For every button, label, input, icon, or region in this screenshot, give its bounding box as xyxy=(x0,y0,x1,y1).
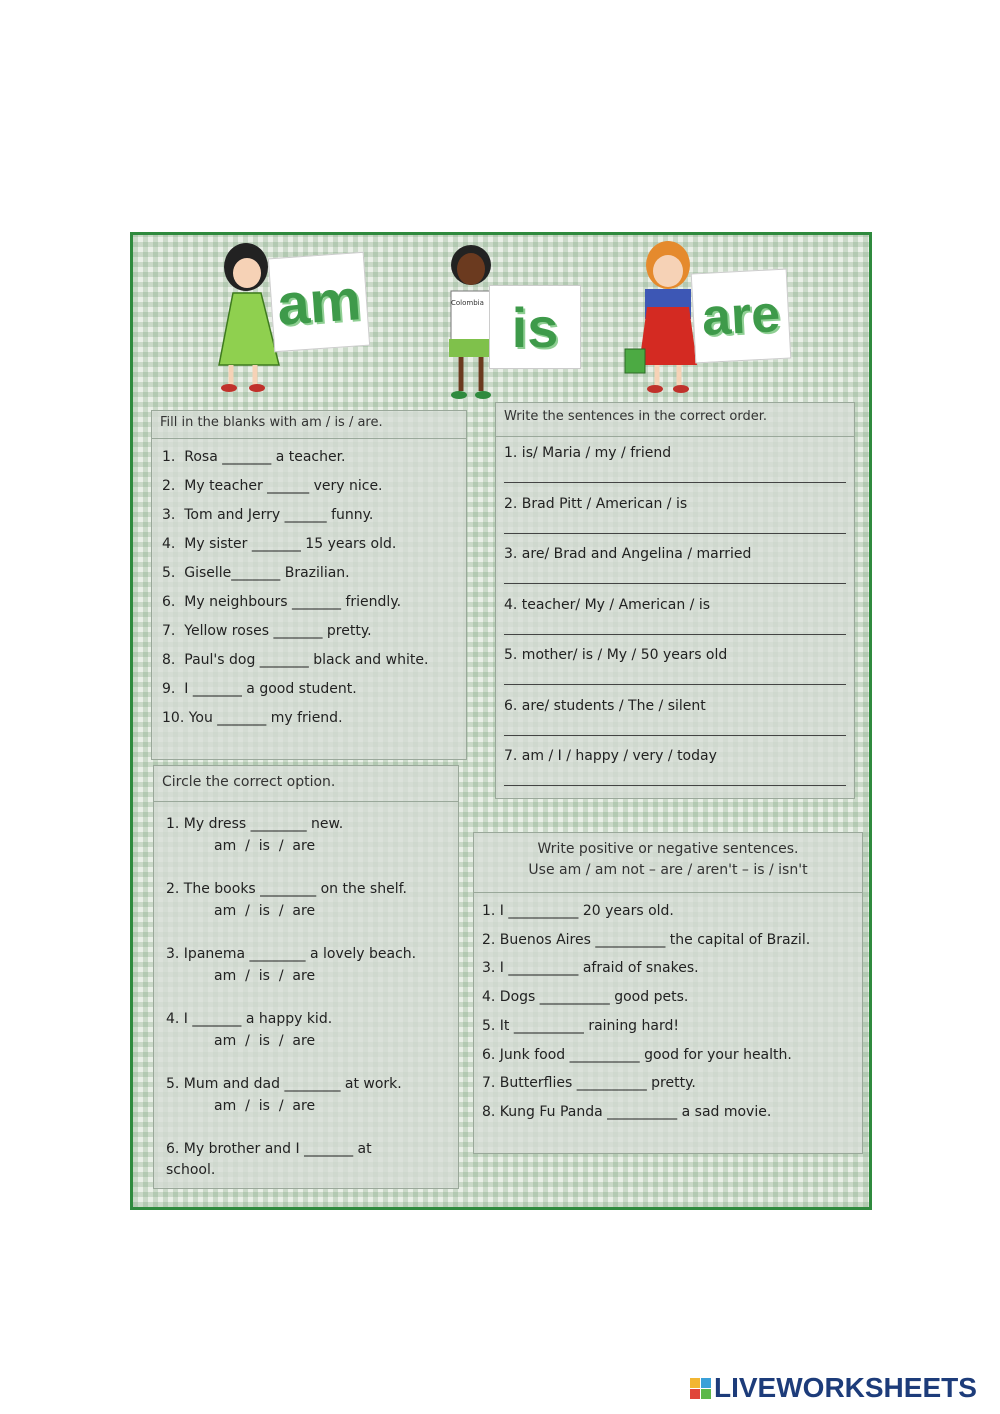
correct-order-box xyxy=(495,402,855,799)
order-item: 1. is/ Maria / my / friend xyxy=(504,445,672,461)
logo-mark-icon xyxy=(690,1378,711,1399)
answer-line[interactable] xyxy=(504,583,846,584)
circle-option-item: 3. Ipanema ________ a lovely beach. xyxy=(166,946,417,962)
circle-option-item: 1. My dress ________ new. xyxy=(166,816,344,832)
fill-blank-item: 8. Paul's dog _______ black and white. xyxy=(162,652,429,668)
answer-options[interactable]: am / is / are xyxy=(214,1033,316,1049)
fill-blank-item: 10. You _______ my friend. xyxy=(162,710,343,726)
circle-option-heading: Circle the correct option. xyxy=(154,766,458,802)
pos-neg-heading-line-2: Use am / am not – are / aren't – is / isn't xyxy=(528,862,808,878)
am-card xyxy=(268,252,370,352)
pos-neg-item: 2. Buenos Aires __________ the capital of Brazil. xyxy=(482,931,811,948)
pos-neg-heading xyxy=(474,833,862,893)
order-item: 5. mother/ is / My / 50 years old xyxy=(504,647,728,663)
answer-line[interactable] xyxy=(504,482,846,483)
liveworksheets-logo xyxy=(690,1372,977,1404)
order-item: 4. teacher/ My / American / is xyxy=(504,596,711,613)
are-card xyxy=(691,269,792,364)
fill-blanks-heading: Fill in the blanks with am / is / are. xyxy=(152,411,466,439)
pos-neg-heading-line-1: Write positive or negative sentences. xyxy=(537,841,799,857)
shirt-label: Colombia xyxy=(451,299,484,307)
answer-line[interactable] xyxy=(504,735,846,736)
worksheet xyxy=(130,232,872,1210)
order-item: 3. are/ Brad and Angelina / married xyxy=(504,546,752,562)
correct-order-heading: Write the sentences in the correct order. xyxy=(496,403,854,437)
fill-blank-item: 1. Rosa _______ a teacher. xyxy=(162,449,346,465)
circle-option-item: 2. The books ________ on the shelf. xyxy=(166,881,407,897)
circle-option-item: 4. I _______ a happy kid. xyxy=(166,1011,333,1027)
am-card-text: am xyxy=(274,266,364,338)
is-card xyxy=(489,285,581,369)
circle-option-item: 6. My brother and I _______ at xyxy=(166,1141,372,1157)
fill-blank-item: 2. My teacher ______ very nice. xyxy=(162,478,383,494)
answer-line[interactable] xyxy=(504,785,846,786)
pos-neg-item: 1. I __________ 20 years old. xyxy=(482,903,674,919)
answer-options[interactable]: am / is / are xyxy=(214,968,316,984)
pos-neg-item: 3. I __________ afraid of snakes. xyxy=(482,960,699,977)
answer-line[interactable] xyxy=(504,533,846,534)
logo-text: LIVEWORKSHEETS xyxy=(714,1372,977,1403)
answer-options[interactable]: am / is / are xyxy=(214,903,316,919)
answer-options[interactable]: am / is / are xyxy=(214,1098,316,1114)
fill-blank-item: 3. Tom and Jerry ______ funny. xyxy=(162,507,374,523)
fill-blank-item: 5. Giselle_______ Brazilian. xyxy=(162,565,350,581)
fill-blanks-box xyxy=(151,410,467,760)
are-card-text: are xyxy=(700,284,782,348)
answer-options[interactable]: am / is / are xyxy=(214,838,316,854)
answer-line[interactable] xyxy=(504,634,846,635)
pos-neg-box xyxy=(473,832,863,1154)
pos-neg-item: 7. Butterflies __________ pretty. xyxy=(482,1075,696,1092)
pos-neg-item: 8. Kung Fu Panda __________ a sad movie. xyxy=(482,1103,772,1120)
answer-line[interactable] xyxy=(504,684,846,685)
pos-neg-item: 6. Junk food __________ good for your health. xyxy=(482,1046,792,1063)
order-item: 2. Brad Pitt / American / is xyxy=(504,495,688,512)
circle-option-item-continuation: school. xyxy=(166,1162,216,1178)
order-item: 7. am / I / happy / very / today xyxy=(504,748,717,764)
order-item: 6. are/ students / The / silent xyxy=(504,697,706,714)
fill-blank-item: 4. My sister _______ 15 years old. xyxy=(162,536,397,552)
fill-blank-item: 6. My neighbours _______ friendly. xyxy=(162,594,402,610)
is-card-text: is xyxy=(511,295,559,359)
circle-option-item: 5. Mum and dad ________ at work. xyxy=(166,1076,402,1092)
fill-blank-item: 9. I _______ a good student. xyxy=(162,681,357,697)
fill-blank-item: 7. Yellow roses _______ pretty. xyxy=(162,623,372,639)
circle-option-box xyxy=(153,765,459,1189)
pos-neg-item: 4. Dogs __________ good pets. xyxy=(482,989,689,1006)
pos-neg-item: 5. It __________ raining hard! xyxy=(482,1017,679,1034)
